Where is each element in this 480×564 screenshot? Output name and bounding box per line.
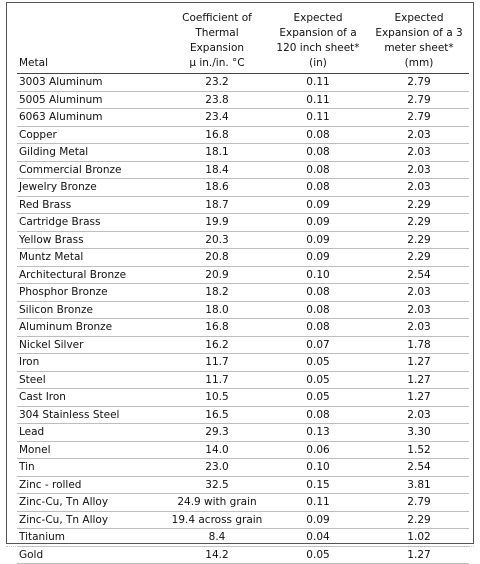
expansion-inch-cell: 0.11 (267, 109, 369, 127)
expansion-mm-cell: 2.54 (369, 266, 469, 284)
coefficient-cell: 32.5 (167, 476, 267, 494)
expansion-mm-cell: 2.03 (369, 161, 469, 179)
metal-cell: Red Brass (17, 196, 167, 214)
metal-cell: Titanium (17, 529, 167, 547)
expansion-inch-cell: 0.15 (267, 476, 369, 494)
table-row (17, 511, 469, 529)
metal-cell: Lead (17, 424, 167, 442)
metal-cell: Silicon Bronze (17, 301, 167, 319)
expansion-inch-cell: 0.06 (267, 441, 369, 459)
metal-cell: Nickel Silver (17, 336, 167, 354)
header-coefficient: Coefficient of Thermal Expansion μ in./in. °C (167, 11, 267, 74)
expansion-inch-cell: 0.10 (267, 459, 369, 477)
metal-cell: Cartridge Brass (17, 214, 167, 232)
coefficient-cell: 18.2 (167, 284, 267, 302)
table-row (17, 459, 469, 477)
metal-cell: Architectural Bronze (17, 266, 167, 284)
coefficient-cell: 20.8 (167, 249, 267, 267)
table-row (17, 249, 469, 267)
expansion-inch-cell: 0.05 (267, 371, 369, 389)
expansion-inch-cell: 0.04 (267, 529, 369, 547)
expansion-inch-cell: 0.13 (267, 424, 369, 442)
expansion-mm-cell: 2.03 (369, 301, 469, 319)
metal-cell: Tin (17, 459, 167, 477)
coefficient-cell: 16.8 (167, 126, 267, 144)
coefficient-cell: 23.0 (167, 459, 267, 477)
metal-cell: Zinc-Cu, Tn Alloy (17, 511, 167, 529)
expansion-inch-cell: 0.08 (267, 301, 369, 319)
table-row (17, 494, 469, 512)
metal-cell: 5005 Aluminum (17, 91, 167, 109)
coefficient-cell: 23.4 (167, 109, 267, 127)
table-row (17, 214, 469, 232)
metal-cell: Commercial Bronze (17, 161, 167, 179)
expansion-inch-cell: 0.05 (267, 546, 369, 564)
coefficient-cell: 24.9 with grain (167, 494, 267, 512)
metal-cell: Jewelry Bronze (17, 179, 167, 197)
coefficient-cell: 10.5 (167, 389, 267, 407)
expansion-mm-cell: 1.78 (369, 336, 469, 354)
table-row (17, 371, 469, 389)
expansion-inch-cell: 0.08 (267, 319, 369, 337)
coefficient-cell: 16.5 (167, 406, 267, 424)
expansion-mm-cell: 1.27 (369, 371, 469, 389)
coefficient-cell: 29.3 (167, 424, 267, 442)
coefficient-cell: 19.4 across grain (167, 511, 267, 529)
expansion-inch-cell: 0.11 (267, 74, 369, 92)
expansion-mm-cell: 2.29 (369, 231, 469, 249)
expansion-inch-cell: 0.09 (267, 231, 369, 249)
metal-cell: Aluminum Bronze (17, 319, 167, 337)
coefficient-cell: 19.9 (167, 214, 267, 232)
table-row (17, 144, 469, 162)
metal-cell: Steel (17, 371, 167, 389)
expansion-mm-cell: 2.29 (369, 249, 469, 267)
header-expansion-inch: Expected Expansion of a 120 inch sheet* (in) (267, 11, 369, 74)
expansion-mm-cell: 2.03 (369, 179, 469, 197)
table-row (17, 441, 469, 459)
metal-cell: Yellow Brass (17, 231, 167, 249)
table-row (17, 529, 469, 547)
expansion-mm-cell: 2.03 (369, 284, 469, 302)
expansion-mm-cell: 2.54 (369, 459, 469, 477)
metal-cell: Phosphor Bronze (17, 284, 167, 302)
expansion-mm-cell: 3.30 (369, 424, 469, 442)
metal-cell: Gilding Metal (17, 144, 167, 162)
table-row (17, 406, 469, 424)
expansion-mm-cell: 2.79 (369, 91, 469, 109)
footnote-strip (6, 546, 474, 551)
expansion-mm-cell: 2.79 (369, 74, 469, 92)
expansion-inch-cell: 0.11 (267, 494, 369, 512)
table-row (17, 266, 469, 284)
expansion-inch-cell: 0.09 (267, 214, 369, 232)
table-row (17, 354, 469, 372)
table-row (17, 196, 469, 214)
metal-cell: 6063 Aluminum (17, 109, 167, 127)
coefficient-cell: 20.3 (167, 231, 267, 249)
expansion-mm-cell: 1.27 (369, 546, 469, 564)
table-row (17, 109, 469, 127)
expansion-inch-cell: 0.09 (267, 511, 369, 529)
coefficient-cell: 23.2 (167, 74, 267, 92)
coefficient-cell: 11.7 (167, 354, 267, 372)
coefficient-cell: 18.0 (167, 301, 267, 319)
table-frame (6, 2, 474, 561)
table-row (17, 389, 469, 407)
table-row (17, 336, 469, 354)
coefficient-cell: 14.0 (167, 441, 267, 459)
expansion-mm-cell: 1.27 (369, 389, 469, 407)
thermal-expansion-table (17, 11, 469, 564)
table-body (17, 74, 469, 564)
metal-cell: Muntz Metal (17, 249, 167, 267)
expansion-inch-cell: 0.08 (267, 179, 369, 197)
expansion-mm-cell: 2.29 (369, 511, 469, 529)
header-metal: Metal (17, 11, 167, 74)
coefficient-cell: 20.9 (167, 266, 267, 284)
expansion-mm-cell: 2.03 (369, 319, 469, 337)
table-row (17, 74, 469, 92)
coefficient-cell: 18.7 (167, 196, 267, 214)
expansion-mm-cell: 3.81 (369, 476, 469, 494)
expansion-mm-cell: 2.03 (369, 406, 469, 424)
expansion-inch-cell: 0.08 (267, 161, 369, 179)
coefficient-cell: 11.7 (167, 371, 267, 389)
expansion-inch-cell: 0.07 (267, 336, 369, 354)
expansion-mm-cell: 2.03 (369, 126, 469, 144)
expansion-mm-cell: 1.27 (369, 354, 469, 372)
coefficient-cell: 18.1 (167, 144, 267, 162)
metal-cell: Zinc - rolled (17, 476, 167, 494)
expansion-inch-cell: 0.09 (267, 249, 369, 267)
expansion-inch-cell: 0.08 (267, 284, 369, 302)
coefficient-cell: 16.8 (167, 319, 267, 337)
expansion-mm-cell: 2.29 (369, 196, 469, 214)
expansion-inch-cell: 0.08 (267, 406, 369, 424)
metal-cell: 304 Stainless Steel (17, 406, 167, 424)
metal-cell: Copper (17, 126, 167, 144)
expansion-inch-cell: 0.08 (267, 126, 369, 144)
coefficient-cell: 14.2 (167, 546, 267, 564)
expansion-mm-cell: 2.29 (369, 214, 469, 232)
expansion-mm-cell: 2.03 (369, 144, 469, 162)
expansion-inch-cell: 0.09 (267, 196, 369, 214)
coefficient-cell: 18.6 (167, 179, 267, 197)
table-row (17, 126, 469, 144)
metal-cell: Iron (17, 354, 167, 372)
table-row (17, 231, 469, 249)
header-expansion-mm: Expected Expansion of a 3 meter sheet* (mm) (369, 11, 469, 74)
table-row (17, 161, 469, 179)
table-header-row (17, 11, 469, 74)
table-row (17, 91, 469, 109)
coefficient-cell: 23.8 (167, 91, 267, 109)
coefficient-cell: 8.4 (167, 529, 267, 547)
expansion-inch-cell: 0.05 (267, 389, 369, 407)
expansion-mm-cell: 2.79 (369, 494, 469, 512)
metal-cell: Zinc-Cu, Tn Alloy (17, 494, 167, 512)
table-row (17, 179, 469, 197)
table-row (17, 301, 469, 319)
expansion-inch-cell: 0.08 (267, 144, 369, 162)
table-row (17, 424, 469, 442)
table-row (17, 476, 469, 494)
table-row (17, 284, 469, 302)
metal-cell: 3003 Aluminum (17, 74, 167, 92)
expansion-mm-cell: 1.02 (369, 529, 469, 547)
expansion-inch-cell: 0.11 (267, 91, 369, 109)
expansion-inch-cell: 0.10 (267, 266, 369, 284)
table-row (17, 319, 469, 337)
metal-cell: Cast Iron (17, 389, 167, 407)
metal-cell: Gold (17, 546, 167, 564)
metal-cell: Monel (17, 441, 167, 459)
expansion-inch-cell: 0.05 (267, 354, 369, 372)
expansion-mm-cell: 1.52 (369, 441, 469, 459)
expansion-mm-cell: 2.79 (369, 109, 469, 127)
coefficient-cell: 16.2 (167, 336, 267, 354)
coefficient-cell: 18.4 (167, 161, 267, 179)
